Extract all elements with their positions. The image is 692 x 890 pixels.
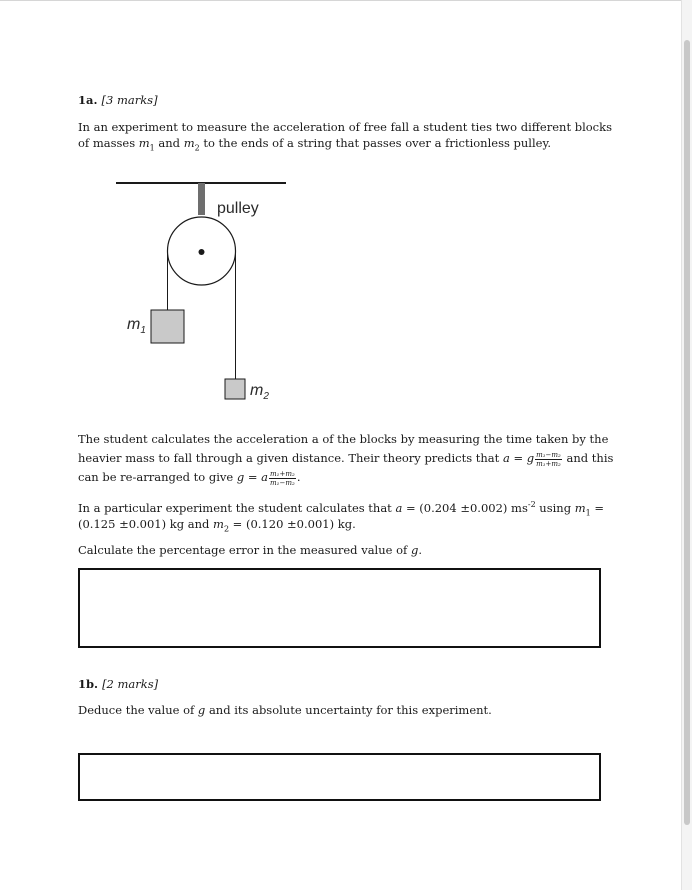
calc-line-2: heavier mass to fall through a given distance. Their theory predicts that a = g $\frac{\text{m₁−m₂}}{\text{m₁+m₂}}$ and this [78,450,614,468]
data-line-1: In a particular experiment the student calculates that a = (0.204 ±0.002) $ms^{-2}$ using $m_1$ = [78,500,605,518]
task-1b: Deduce the value of g and its absolute uncertainty for this experiment. [78,703,492,717]
label-m2: $m_2$ [250,382,269,402]
block-m2 [225,379,245,399]
question-marks: [3 marks] [101,93,158,107]
intro-line-2: of masses $m_1$ and $m_2$ to the ends of a string that passes over a frictionless pulley. [78,136,552,153]
intro-line-1: In an experiment to measure the acceleration of free fall a student ties two different blocks [78,120,612,134]
pulley-axle [199,249,205,255]
label-m1: $m_1$ [127,316,146,336]
pulley-stem [198,183,205,215]
data-line-2: (0.125 ±0.001) kg and $m_2 = (0.120 \pm 0.001)$ kg. [78,517,356,534]
fraction-sum-over-m1-minus-m2: $\frac{\text{m₁+m₂}}{\text{m₁−m₂}}$ [270,469,295,487]
question-marks: [2 marks] [102,677,159,691]
scrollbar-track[interactable] [681,0,692,890]
answer-box-1a[interactable] [78,568,601,648]
block-m1 [151,310,184,343]
question-1b-header [78,676,158,693]
calc-line-3: can be re-arranged to give g = a $\frac{\text{m₁+m₂}}{\text{m₁−m₂}}$ . [78,469,301,487]
question-number: 1b. [78,677,99,691]
question-number: 1a. [78,93,98,107]
answer-box-1b[interactable] [78,753,601,801]
fraction-m1-minus-m2-over-sum: $\frac{\text{m₁−m₂}}{\text{m₁+m₂}}$ [536,450,561,468]
task-1a: Calculate the percentage error in the measured value of g. [78,543,422,557]
pulley-diagram [100,170,300,410]
top-divider [0,0,692,1]
pulley-label: pulley [217,200,259,217]
calc-line-1: The student calculates the acceleration a of the blocks by measuring the time taken by the [78,432,609,446]
scrollbar-thumb[interactable] [684,40,690,825]
question-1a-header [78,92,158,109]
